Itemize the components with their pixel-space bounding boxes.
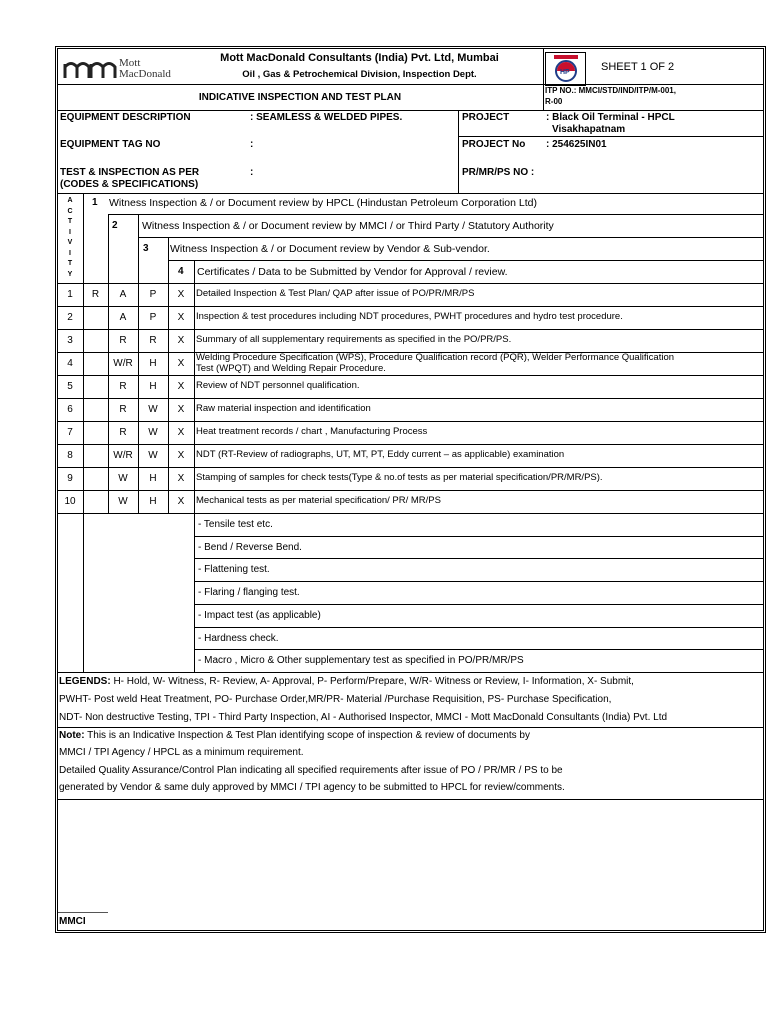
subitem-text: - Flaring / flanging test. [198,587,300,599]
col-level-3: H [149,473,157,484]
col-level-2: R [119,381,127,392]
col-level-4: X [177,381,185,392]
row-description: NDT (RT-Review of radiographs, UT, MT, PT, Eddy current – as applicable) examination [196,449,565,460]
project-no-label: PROJECT No [462,139,526,150]
row-number: 8 [67,450,73,461]
col-level-4: X [177,358,185,369]
itp-revision: R-00 [545,97,563,106]
footer-mmci-label: MMCI [59,916,86,927]
activity-letter: C [67,207,73,215]
mott-macdonald-logo [63,56,183,86]
table-row [57,421,764,444]
codes-specifications-label: (CODES & SPECIFICATIONS) [60,179,199,190]
table-row [57,490,764,513]
itp-number: ITP NO.: MMCI/STD/IND/ITP/M-001, [545,86,676,95]
equipment-tag-value: : [250,139,254,150]
logo-text-line1: Mott [119,57,141,69]
col-level-2: R [119,404,127,415]
subitem-text: - Hardness check. [198,632,279,644]
col-level-4: X [177,427,185,438]
activity-letter: A [67,197,73,204]
col-level-2: W [118,496,128,507]
note-line-2: MMCI / TPI Agency / HPCL as a minimum requirement. [59,747,304,758]
legends-line-2: PWHT- Post weld Heat Treatment, PO- Purchase Order,MR/PR- Material /Purchase Requisition, PS- Purchase Specification, [59,694,612,705]
row-number: 10 [64,496,76,507]
col-level-3: R [149,335,157,346]
col-level-1: R [91,289,100,300]
equipment-tag-label: EQUIPMENT TAG NO [60,139,161,150]
col-level-3: W [148,404,158,415]
plan-title: INDICATIVE INSPECTION AND TEST PLAN [198,92,402,103]
row-description: Summary of all supplementary requirements as specified in the PO/PR/PS. [196,334,512,345]
row-description: Review of NDT personnel qualification. [196,380,360,391]
activity-letter: T [67,260,73,267]
col-level-2: R [119,335,127,346]
company-name: Mott MacDonald Consultants (India) Pvt. Ltd, Mumbai [220,52,499,64]
row-number: 7 [67,427,73,438]
legends-line-1 [59,676,634,688]
subitem-text: - Flattening test. [198,564,270,576]
legends-line-3: NDT- Non destructive Testing, TPI - Third Party Inspection, AI - Authorised Inspector, MMCI - Mott MacDonald Consultants (India) Pvt. Ltd [59,712,668,723]
level-4-number: 4 [178,266,184,277]
col-level-4: X [177,335,185,346]
col-level-2: A [119,289,127,300]
table-row [57,352,764,375]
note-line-3: Detailed Quality Assurance/Control Plan indicating all specified requirements after issue of PO / PR/MR / PS to be [59,765,563,776]
subitem-text: - Tensile test etc. [198,519,273,530]
activity-letters [57,196,83,280]
row-description: Raw material inspection and identification [196,403,371,414]
equipment-description-value: : SEAMLESS & WELDED PIPES. [250,112,403,123]
row-description: Stamping of samples for check tests(Type & no.of tests as per material specification/PR/MR/PS). [196,472,603,483]
col-level-3: H [149,381,157,392]
table-row [57,444,764,467]
table-row [57,375,764,398]
row-number: 2 [67,312,73,323]
level-2-number: 2 [112,220,118,231]
activity-letter: I [69,249,71,257]
subitem-text: - Impact test (as applicable) [198,609,321,621]
col-level-3: P [149,289,157,300]
col-level-3: W [148,450,158,461]
row-number: 4 [67,358,73,369]
project-location: Visakhapatnam [552,124,626,135]
col-level-4: X [177,473,185,484]
test-inspection-label: TEST & INSPECTION AS PER [60,167,200,178]
equipment-description-label: EQUIPMENT DESCRIPTION [60,112,191,123]
col-level-4: X [177,289,185,300]
activity-letter: T [67,218,73,225]
division-name: Oil , Gas & Petrochemical Division, Inspection Dept. [242,69,477,80]
col-level-4: X [177,404,185,415]
activity-letter: V [67,239,73,246]
row-number: 1 [67,289,73,300]
project-no-value: : 254625IN01 [546,139,607,150]
activity-letter: Y [67,270,73,278]
hp-logo-text: HP [560,69,570,76]
legends-label: LEGENDS: [59,676,111,687]
row-number: 5 [67,381,73,392]
subitem-text: - Bend / Reverse Bend. [198,541,302,553]
level-4-text: Certificates / Data to be Submitted by Vendor for Approval / review. [197,266,508,278]
col-level-3: P [149,312,157,323]
table-row [57,306,764,329]
col-level-4: X [177,450,185,461]
test-inspection-value: : [250,167,254,178]
logo-text-line2: MacDonald [119,68,171,80]
project-label: PROJECT [462,112,510,123]
col-level-4: X [177,496,185,507]
col-level-3: H [149,496,157,507]
note-text-1: This is an Indicative Inspection & Test Plan identifying scope of inspection & review of documents by [84,730,530,741]
subitem-text: - Macro , Micro & Other supplementary test as specified in PO/PR/MR/PS [198,655,524,667]
row-description: Inspection & test procedures including NDT procedures, PWHT procedures and hydro test procedure. [196,311,623,322]
col-level-2: W/R [113,358,133,369]
row-description: Test (WPQT) and Welding Repair Procedure. [196,363,386,374]
note-line-1 [59,730,530,742]
legends-text-1: H- Hold, W- Witness, R- Review, A- Approval, P- Perform/Prepare, W/R- Witness or Review, I- Information, X- Submit, [110,676,634,687]
row-description: Detailed Inspection & Test Plan/ QAP after issue of PO/PR/MR/PS [196,288,475,299]
level-3-text: Witness Inspection & / or Document review by Vendor & Sub-vendor. [170,243,490,255]
row-number: 3 [67,335,73,346]
row-description: Heat treatment records / chart , Manufacturing Process [196,426,428,437]
mm-logo-icon [63,58,117,80]
note-label: Note: [59,730,85,741]
col-level-2: R [119,427,127,438]
level-2-text: Witness Inspection & / or Document review by MMCI / or Third Party / Statutory Authority [142,220,554,232]
row-number: 9 [67,473,73,484]
table-row [57,329,764,352]
row-description: Welding Procedure Specification (WPS), Procedure Qualification record (PQR), Welder Performance Qualification [196,352,675,363]
table-row [57,398,764,421]
sheet-number: SHEET 1 OF 2 [601,61,675,73]
project-value: : Black Oil Terminal - HPCL [546,112,675,123]
hp-logo-box [545,52,586,86]
pr-mr-ps-label: PR/MR/PS NO : [462,167,535,178]
col-level-3: H [149,358,157,369]
table-row [57,467,764,490]
level-1-number: 1 [92,197,98,208]
level-1-text: Witness Inspection & / or Document review by HPCL (Hindustan Petroleum Corporation Ltd) [109,197,537,209]
col-level-2: W [118,473,128,484]
col-level-4: X [177,312,185,323]
row-number: 6 [67,404,73,415]
col-level-2: W/R [113,450,133,461]
row-description: Mechanical tests as per material specification/ PR/ MR/PS [196,495,441,506]
level-3-number: 3 [143,243,149,254]
col-level-2: A [119,312,127,323]
col-level-3: W [148,427,158,438]
table-row [57,283,764,306]
activity-letter: I [69,228,71,236]
activity-vertical-label [57,193,83,283]
note-line-4: generated by Vendor & same duly approved by MMCI / TPI agency to be submitted to HPCL for review/comments. [59,782,565,793]
